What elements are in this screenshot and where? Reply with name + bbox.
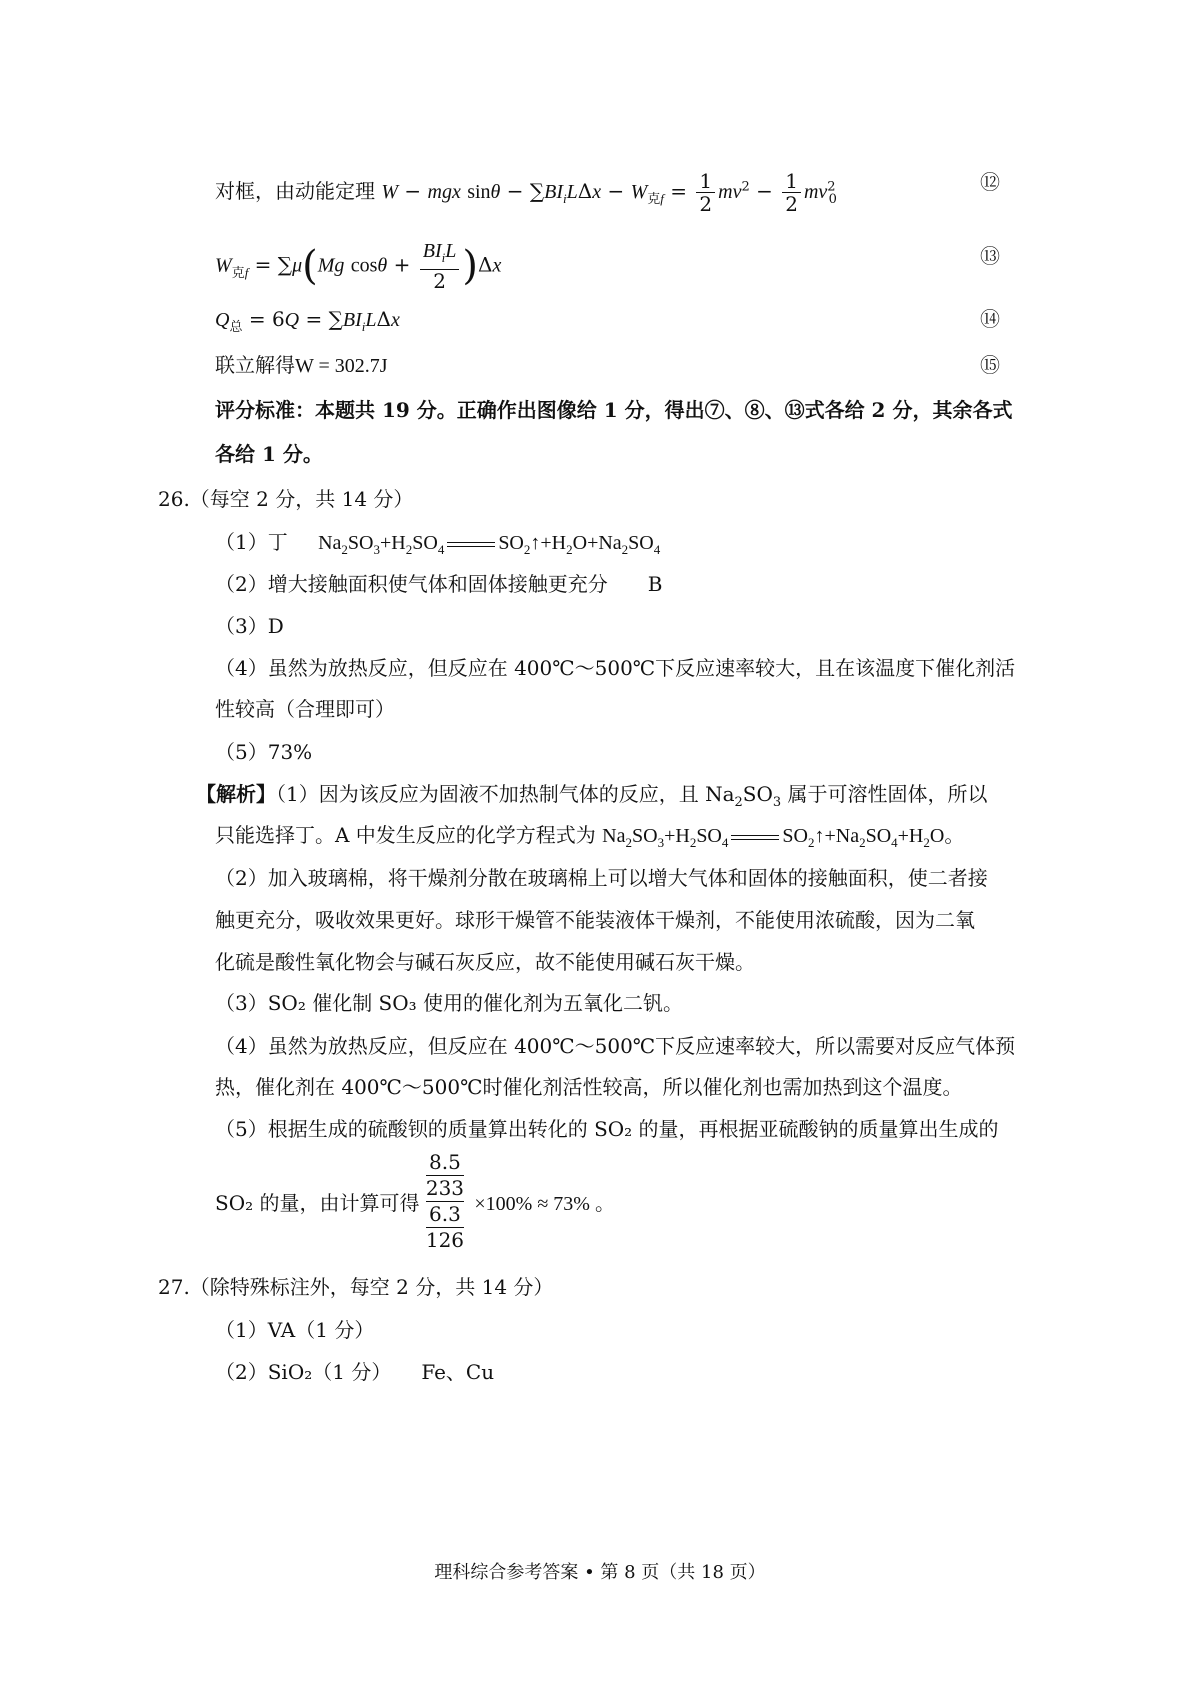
equation-15: 联立解得W = 302.7J bbox=[215, 353, 388, 377]
q26-answer-3: （3）D bbox=[215, 614, 284, 638]
analysis-2-line2: 触更充分，吸收效果更好。球形干燥管不能装液体干燥剂，不能使用浓硫酸，因为二氧 bbox=[215, 908, 975, 932]
q26-header: 26.（每空 2 分，共 14 分） bbox=[158, 487, 414, 511]
equation-marker-13: ⑬ bbox=[980, 244, 1000, 268]
equation-14: $Q_总 = 6Q = \sum BI_iL\Delta x$ bbox=[215, 307, 400, 335]
page-footer: 理科综合参考答案 • 第 8 页（共 18 页） bbox=[434, 1562, 766, 1583]
q26-answer-2: （2）增大接触面积使气体和固体接触更充分 B bbox=[215, 572, 663, 596]
equation-marker-14: ⑭ bbox=[980, 307, 1000, 331]
grading-standard-line2: 各给 1 分。 bbox=[215, 442, 323, 466]
analysis-2-line1: （2）加入玻璃棉，将干燥剂分散在玻璃棉上可以增大气体和固体的接触面积，使二者接 bbox=[215, 866, 988, 890]
analysis-4-line2: 热，催化剂在 400℃～500℃时催化剂活性较高，所以催化剂也需加热到这个温度。 bbox=[215, 1075, 963, 1099]
q26-answer-4-line1: （4）虽然为放热反应，但反应在 400℃～500℃下反应速率较大，且在该温度下催化剂活 bbox=[215, 656, 1016, 680]
equation-13: $W_{克f} = \sum\mu(Mg$ cosθ + $\frac{BI_iL}{2}$ )Δx bbox=[215, 240, 502, 293]
equation-marker-12: ⑫ bbox=[980, 170, 1000, 194]
analysis-1-line1: 【解析】（1）因为该反应为固液不加热制气体的反应，且 $Na_2SO_3$ 属于可溶性固体，所以 bbox=[196, 782, 988, 810]
analysis-2-line3: 化硫是酸性氧化物会与碱石灰反应，故不能使用碱石灰干燥。 bbox=[215, 950, 755, 974]
q26-answer-4-line2: 性较高（合理即可） bbox=[215, 697, 395, 721]
analysis-5-line2: SO₂ 的量，由计算可得 8.5 233 6.3 126 ×100% ≈ 73% 。 bbox=[215, 1150, 615, 1252]
q26-answer-5: （5）73% bbox=[215, 740, 313, 764]
analysis-5-line1: （5）根据生成的硫酸钡的质量算出转化的 SO₂ 的量，再根据亚硫酸钠的质量算出生成的 bbox=[215, 1117, 999, 1141]
analysis-4-line1: （4）虽然为放热反应，但反应在 400℃～500℃下反应速率较大，所以需要对反应气体预 bbox=[215, 1034, 1016, 1058]
equation-marker-15: ⑮ bbox=[980, 353, 1000, 377]
yield-fraction: 8.5 233 6.3 126 bbox=[425, 1150, 465, 1252]
analysis-3: （3）SO₂ 催化制 SO₃ 使用的催化剂为五氧化二钒。 bbox=[215, 991, 684, 1015]
q27-answer-2: （2）SiO₂（1 分） Fe、Cu bbox=[215, 1360, 495, 1384]
analysis-1-line2: 只能选择丁。A 中发生反应的化学方程式为 $Na_2SO_3+H_2SO_4$ $SO_2↑+Na_2SO_4+H_2O$。 bbox=[215, 823, 965, 850]
q26-answer-1: （1）丁 $Na_2SO_3+H_2SO_4$ $SO_2↑+H_2O+Na_2SO_4$ bbox=[215, 530, 661, 557]
equation-12: 对框，由动能定理 W − mgx $\sin\theta - \sum BI_iL\Delta x - W_{克f}$ = $\frac{1}{2}$ $mv^2$ − $\frac{1}{2}$ $mv^2_0$ bbox=[215, 169, 837, 216]
grading-standard-line1: 评分标准：本题共 19 分。正确作出图像给 1 分，得出⑦、⑧、⑬式各给 2 分，其余各式 bbox=[215, 398, 1013, 422]
q27-header: 27.（除特殊标注外，每空 2 分，共 14 分） bbox=[158, 1275, 554, 1299]
q27-answer-1: （1）VA（1 分） bbox=[215, 1318, 375, 1342]
